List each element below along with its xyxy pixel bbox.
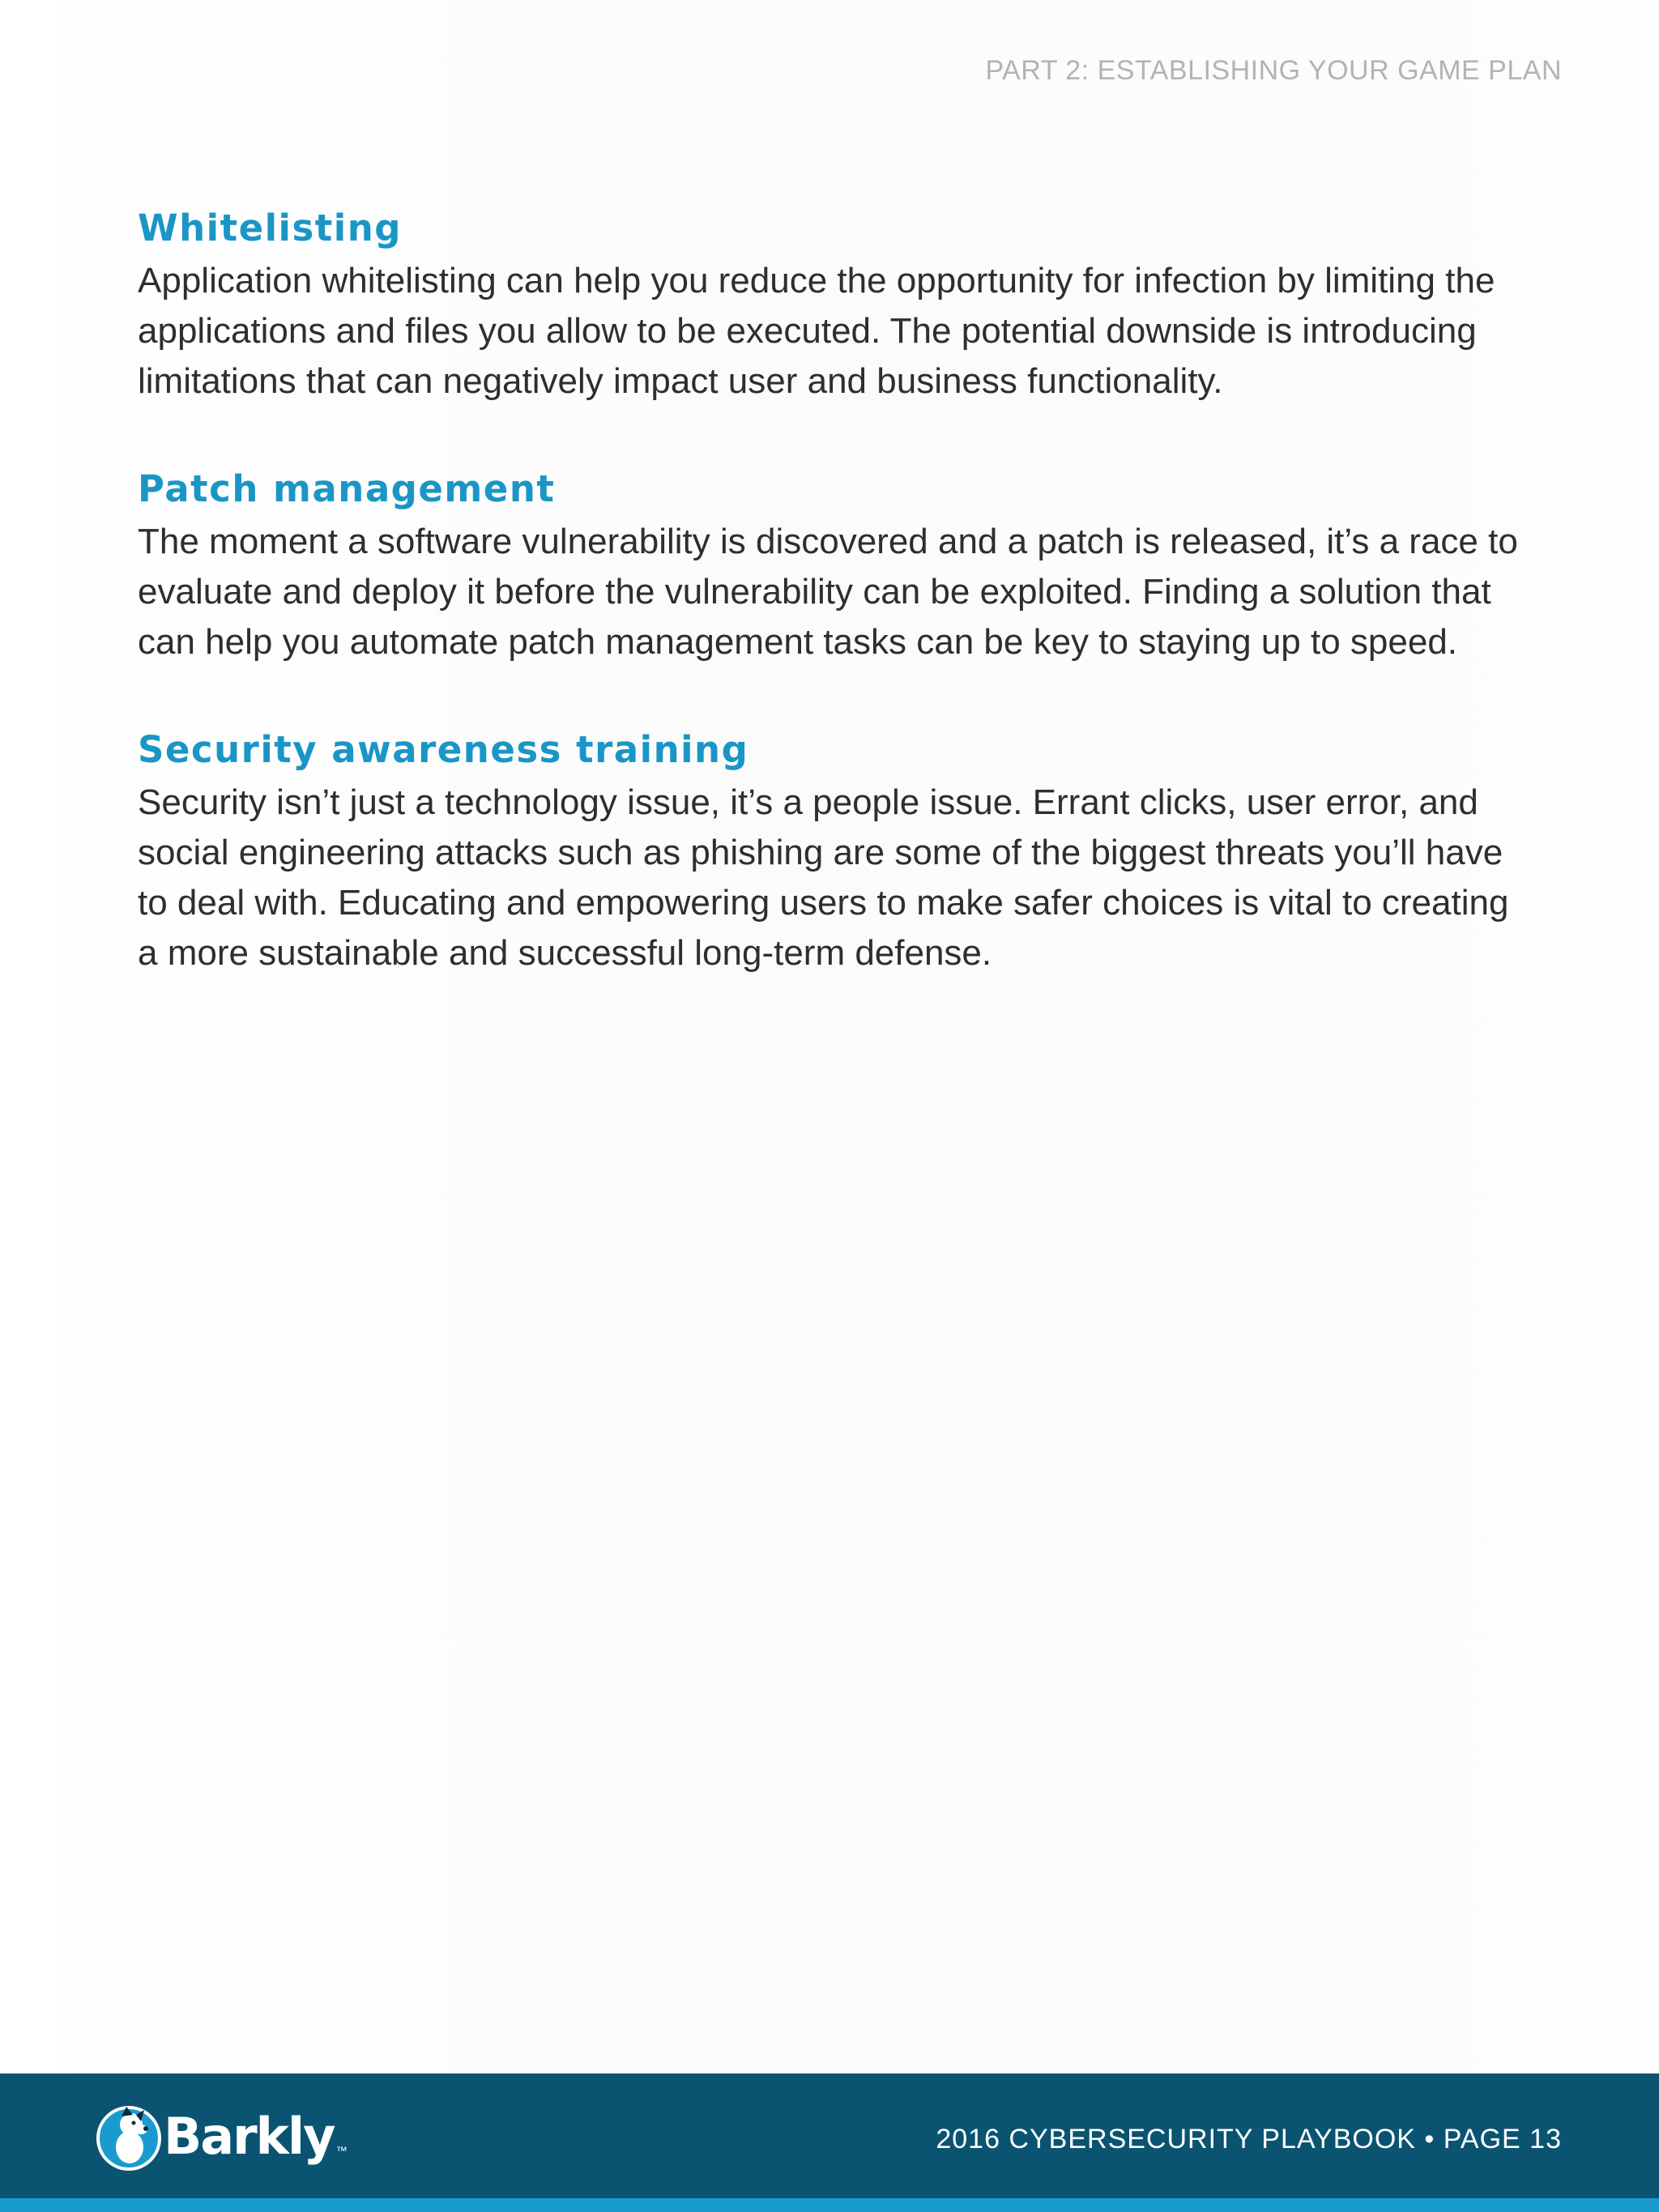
section-whitelisting bbox=[138, 202, 1531, 407]
section-title: Security awareness training bbox=[138, 728, 749, 771]
section-body: The moment a software vulnerability is discovered and a patch is released, it’s a race to evaluate and deploy it before the vulnerability can be exploited. Finding a solution that can help you automate patch management tasks can be key to staying up to speed. bbox=[138, 522, 1518, 662]
footer-accent-stripe bbox=[0, 2198, 1659, 2212]
section-patch-management bbox=[138, 463, 1531, 667]
footer-page-label: 2016 CYBERSECURITY PLAYBOOK • PAGE 13 bbox=[936, 2124, 1562, 2154]
barkly-logo bbox=[94, 2102, 348, 2172]
section-body: Security isn’t just a technology issue, it’s a people issue. Errant clicks, user error, and social engineering attacks such as phishing are some of the biggest threats you’ll have to deal with. Educating and empowering users to make safer choices is vital to creating a more sustainable and successful long-term defense. bbox=[138, 782, 1509, 973]
section-title: Whitelisting bbox=[138, 207, 402, 249]
section-body: Application whitelisting can help you reduce the opportunity for infection by limiting the applications and files you allow to be executed. The potential downside is introducing limitations that can negatively impact user and business functionality. bbox=[138, 261, 1495, 401]
running-header: PART 2: ESTABLISHING YOUR GAME PLAN bbox=[985, 55, 1562, 86]
trademark-mark: ™ bbox=[335, 2144, 348, 2157]
section-title: Patch management bbox=[138, 467, 556, 510]
page-footer bbox=[0, 2073, 1659, 2212]
section-security-awareness-training bbox=[138, 724, 1531, 978]
page-content bbox=[138, 202, 1531, 1035]
logo-wordmark: Barkly bbox=[164, 2107, 335, 2166]
barkly-dog-logo-icon bbox=[94, 2102, 164, 2172]
